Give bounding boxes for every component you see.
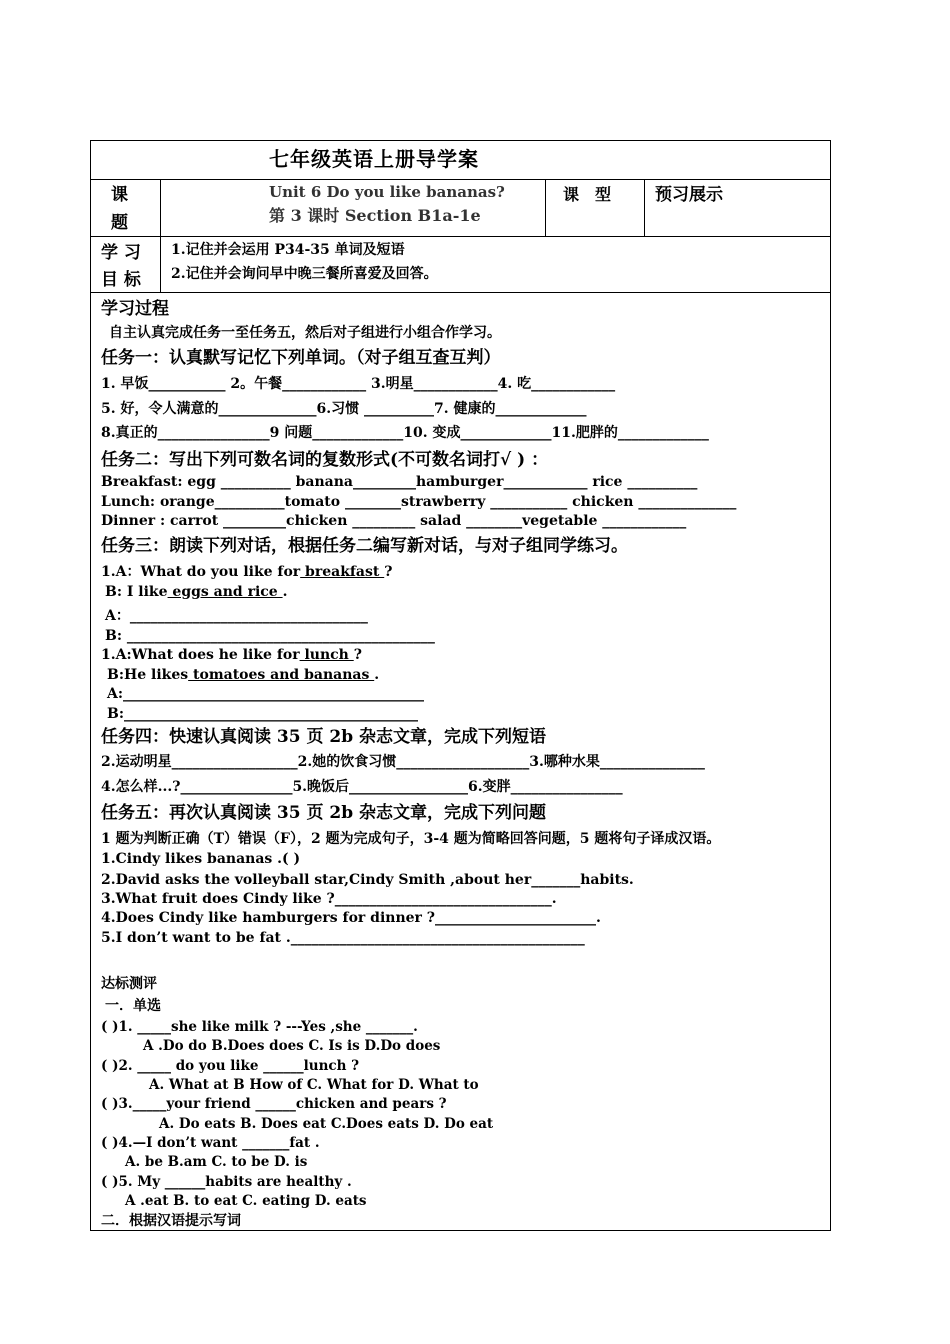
task1-line: 8.真正的________________9 问题_____________10. 变成_____________11.肥胖的_____________ (101, 425, 709, 441)
mc-question: ( )2. _____ do you like ______lunch ? (101, 1058, 360, 1074)
intro-text: 自主认真完成任务一至任务五，然后对子组进行小组合作学习。 (109, 325, 501, 341)
dialogue-line: 1.A：What do you like for breakfast ? (101, 564, 393, 580)
task5-instructions: 1 题为判断正确（T）错误（F），2 题为完成句子，3-4 题为简略回答问题，5 题将句子译成汉语。 (101, 831, 721, 847)
column-divider (644, 179, 645, 236)
mc-options: A. What at B How of C. What for D. What to (149, 1077, 479, 1093)
page-title: 七年级英语上册导学案 (269, 147, 479, 171)
section-heading: 学习过程 (101, 299, 169, 319)
topic-label: 题 (111, 213, 142, 233)
task4-line: 2.运动明星__________________2.她的饮食习惯___________________3.哪种水果_______________ (101, 754, 705, 770)
task5-heading: 任务五：再次认真阅读 35 页 2b 杂志文章，完成下列问题 (101, 803, 547, 823)
lesson-type-label: 课 型 (563, 185, 612, 204)
lesson-title: 第 3 课时 Section B1a-1e (269, 206, 481, 225)
mc-question: ( )4.—I don’t want _______fat . (101, 1135, 320, 1151)
mc-question: ( )3._____your friend ______chicken and pears ? (101, 1096, 447, 1112)
mc-options: A .Do do B.Does does C. Is is D.Do does (143, 1038, 441, 1054)
test-subheading: 一．单选 (105, 998, 161, 1014)
goal-item: 1.记住并会运用 P34-35 单词及短语 (171, 242, 405, 258)
mc-question: ( )5. My ______habits are healthy . (101, 1174, 352, 1190)
mc-options: A. Do eats B. Does eat C.Does eats D. Do eat (159, 1116, 494, 1132)
mc-options: A .eat B. to eat C. eating D. eats (125, 1193, 367, 1209)
row-divider (91, 292, 830, 293)
test-heading: 达标测评 (101, 976, 157, 992)
row-divider (91, 179, 830, 180)
topic-label: 课 (111, 185, 142, 205)
task1-line: 1. 早饭___________ 2。午餐____________ 3.明星____________4. 吃____________ (101, 376, 616, 392)
column-divider (545, 179, 546, 236)
task3-heading: 任务三：朗读下列对话，根据任务二编写新对话，与对子组同学练习。 (101, 536, 628, 556)
task2-line: Breakfast: egg __________ banana_________hamburger____________ rice __________ (101, 474, 698, 490)
task2-line: Lunch: orange__________tomato ________strawberry ___________ chicken ______________ (101, 494, 737, 510)
mc-options: A. be B.am C. to be D. is (125, 1154, 308, 1170)
worksheet-table (90, 140, 831, 1231)
dialogue-line: B: I like eggs and rice . (105, 584, 288, 600)
task5-question: 5.I don’t want to be fat .__________________________________________ (101, 930, 585, 946)
task4-line: 4.怎么样...?________________5.晚饭后_________________6.变胖________________ (101, 779, 623, 795)
column-divider (160, 179, 161, 292)
task1-heading: 任务一：认真默写记忆下列单词。（对子组互查互判） (101, 348, 501, 368)
dialogue-blank: B: ____________________________________________ (105, 628, 435, 644)
task4-heading: 任务四：快速认真阅读 35 页 2b 杂志文章，完成下列短语 (101, 727, 547, 747)
task5-question: 3.What fruit does Cindy like ?_______________________________. (101, 891, 557, 907)
unit-title: Unit 6 Do you like bananas? (269, 183, 505, 201)
dialogue-blank: B:__________________________________________ (107, 706, 419, 722)
goal-label: 目 标 (101, 270, 141, 290)
task1-line: 5. 好，令人满意的______________6.习惯 __________7. 健康的_____________ (101, 401, 587, 417)
task5-question: 4.Does Cindy like hamburgers for dinner ?_______________________. (101, 910, 601, 926)
goal-item: 2.记住并会询问早中晚三餐所喜爱及回答。 (171, 266, 438, 282)
dialogue-line: B:He likes tomatoes and bananas . (107, 667, 380, 683)
lesson-type-value: 预习展示 (655, 185, 723, 205)
task5-question: 2.David asks the volleyball star,Cindy Smith ,about her_______habits. (101, 872, 634, 888)
mc-question: ( )1. _____she like milk ? ---Yes ,she _______. (101, 1019, 418, 1035)
task5-question: 1.Cindy likes bananas .( ) (101, 851, 301, 867)
dialogue-blank: A:___________________________________________ (107, 686, 425, 702)
task2-heading: 任务二：写出下列可数名词的复数形式(不可数名词打√ ) ： (101, 450, 549, 470)
goal-label: 学 习 (101, 243, 141, 263)
row-divider (91, 236, 830, 237)
dialogue-line: 1.A:What does he like for lunch ? (101, 647, 362, 663)
task2-line: Dinner : carrot _________chicken _________ salad ________vegetable ____________ (101, 513, 687, 529)
test-subheading: 二．根据汉语提示写词 (101, 1213, 241, 1229)
dialogue-blank: A：__________________________________ (105, 608, 368, 624)
